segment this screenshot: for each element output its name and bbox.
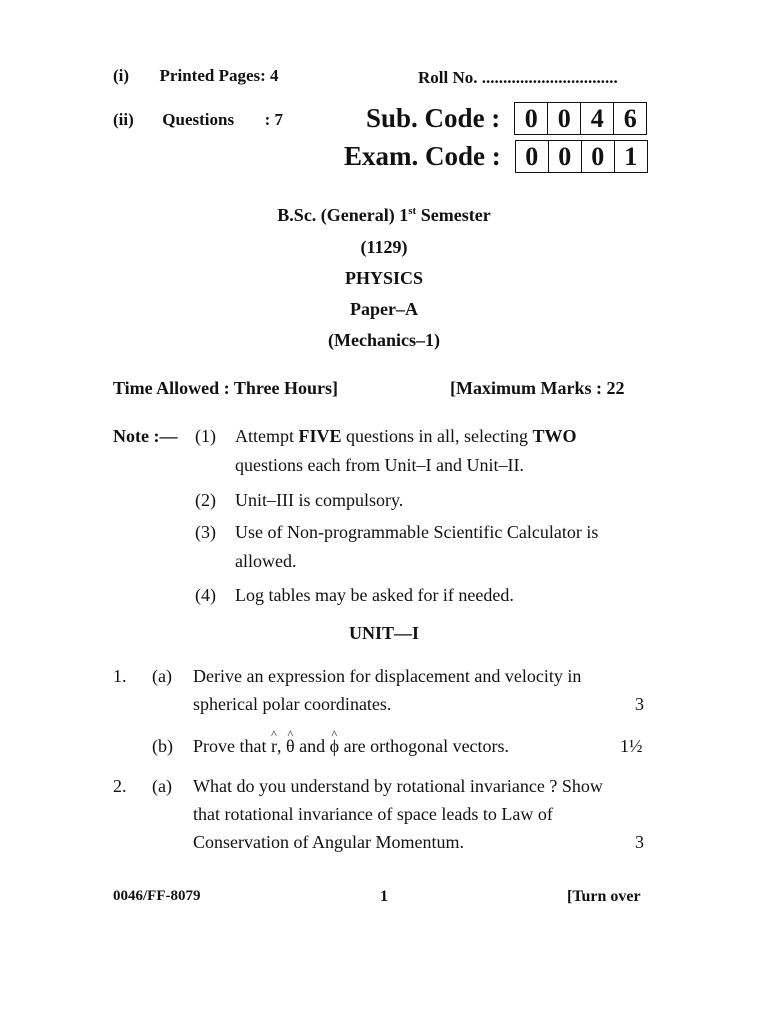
question-2a-label: (a) [152, 776, 172, 796]
sub-code-label: Sub. Code : [366, 103, 501, 133]
paper-title: Paper–A [350, 299, 418, 319]
sub-code-row [366, 102, 647, 135]
sub-code-digit: 0 [515, 103, 548, 134]
note-item-1-line-2: questions each from Unit–I and Unit–II. [235, 455, 524, 475]
degree-title [0, 205, 768, 226]
roll-no-label: Roll No. [418, 68, 478, 87]
note-item-4-text: Log tables may be asked for if needed. [235, 585, 514, 605]
note-item-1-line-1: Attempt FIVE questions in all, selecting TWO [235, 426, 577, 446]
maximum-marks: [Maximum Marks : 22 [450, 378, 625, 398]
question-2a-line-1: What do you understand by rotational invariance ? Show [193, 776, 603, 796]
time-allowed: Time Allowed : Three Hours] [113, 378, 338, 398]
roll-no-dots: ................................ [481, 68, 618, 87]
exam-code-label: Exam. Code : [344, 141, 501, 171]
question-2a-marks: 3 [635, 832, 644, 852]
note-item-4-number: (4) [195, 585, 216, 605]
question-1b-suffix: are orthogonal vectors. [343, 736, 510, 756]
question-1b-and: and [299, 736, 326, 756]
note-item-3-line-2: allowed. [235, 551, 297, 571]
printed-pages-value: : 4 [260, 66, 279, 85]
r-hat-symbol: ^ r [271, 732, 277, 760]
question-1-number: 1. [113, 666, 127, 686]
question-1b-prefix: Prove that [193, 736, 267, 756]
question-1b-label: (b) [152, 736, 173, 756]
question-1a-label: (a) [152, 666, 172, 686]
questions-number: (ii) [113, 110, 134, 129]
note-item-3-number: (3) [195, 522, 216, 542]
questions-count-line [113, 110, 283, 130]
footer-page-number: 1 [380, 888, 388, 905]
note-label: Note :— [113, 426, 178, 446]
question-2a-line-3: Conservation of Angular Momentum. [193, 832, 464, 852]
questions-value: : 7 [264, 110, 283, 129]
exam-code-digit: 0 [516, 141, 549, 172]
exam-code-row [344, 140, 648, 173]
note-item-2-number: (2) [195, 490, 216, 510]
question-1a-line-2: spherical polar coordinates. [193, 694, 392, 714]
subject-title: PHYSICS [344, 268, 424, 288]
phi-hat-symbol: ^ ϕ [330, 732, 339, 760]
sub-code-boxes [514, 102, 647, 135]
question-1b-text: Prove that ^ r, ^ θ and ^ ϕ are orthogonal vectors. [193, 732, 509, 760]
topic-title: (Mechanics–1) [328, 330, 440, 350]
printed-pages-label: Printed Pages [159, 66, 261, 85]
course-code: (1129) [360, 237, 408, 257]
printed-pages-line [113, 66, 279, 86]
footer-turn-over: [Turn over [567, 888, 641, 905]
unit-heading: UNIT—I [348, 623, 419, 643]
footer-paper-code: 0046/FF-8079 [113, 888, 201, 904]
exam-code-digit: 1 [624, 142, 638, 171]
exam-code-boxes [515, 140, 648, 173]
question-2a-line-2: that rotational invariance of space leads to Law of [193, 804, 553, 824]
note-item-1-number: (1) [195, 426, 216, 446]
question-2-number: 2. [113, 776, 127, 796]
sub-code-digit: 0 [548, 103, 581, 134]
note-item-3-line-1: Use of Non-programmable Scientific Calculator is [235, 522, 599, 542]
question-1a-marks: 3 [635, 694, 644, 714]
question-1a-line-1: Derive an expression for displacement and velocity in [193, 666, 582, 686]
question-1b-marks: 1½ [620, 736, 643, 756]
roll-no-line [418, 68, 618, 88]
exam-code-digit: 0 [549, 141, 582, 172]
degree-text: B.Sc. (General) 1 [277, 205, 409, 225]
sub-code-digit: 4 [581, 103, 614, 134]
degree-semester: Semester [416, 205, 491, 225]
printed-pages-number: (i) [113, 66, 130, 85]
sub-code-digit: 6 [623, 104, 637, 133]
exam-code-digit: 0 [582, 141, 615, 172]
questions-label: Questions [162, 110, 235, 129]
degree-superscript: st [408, 205, 417, 217]
note-item-2-text: Unit–III is compulsory. [235, 490, 404, 510]
theta-hat-symbol: ^ θ [286, 732, 295, 760]
